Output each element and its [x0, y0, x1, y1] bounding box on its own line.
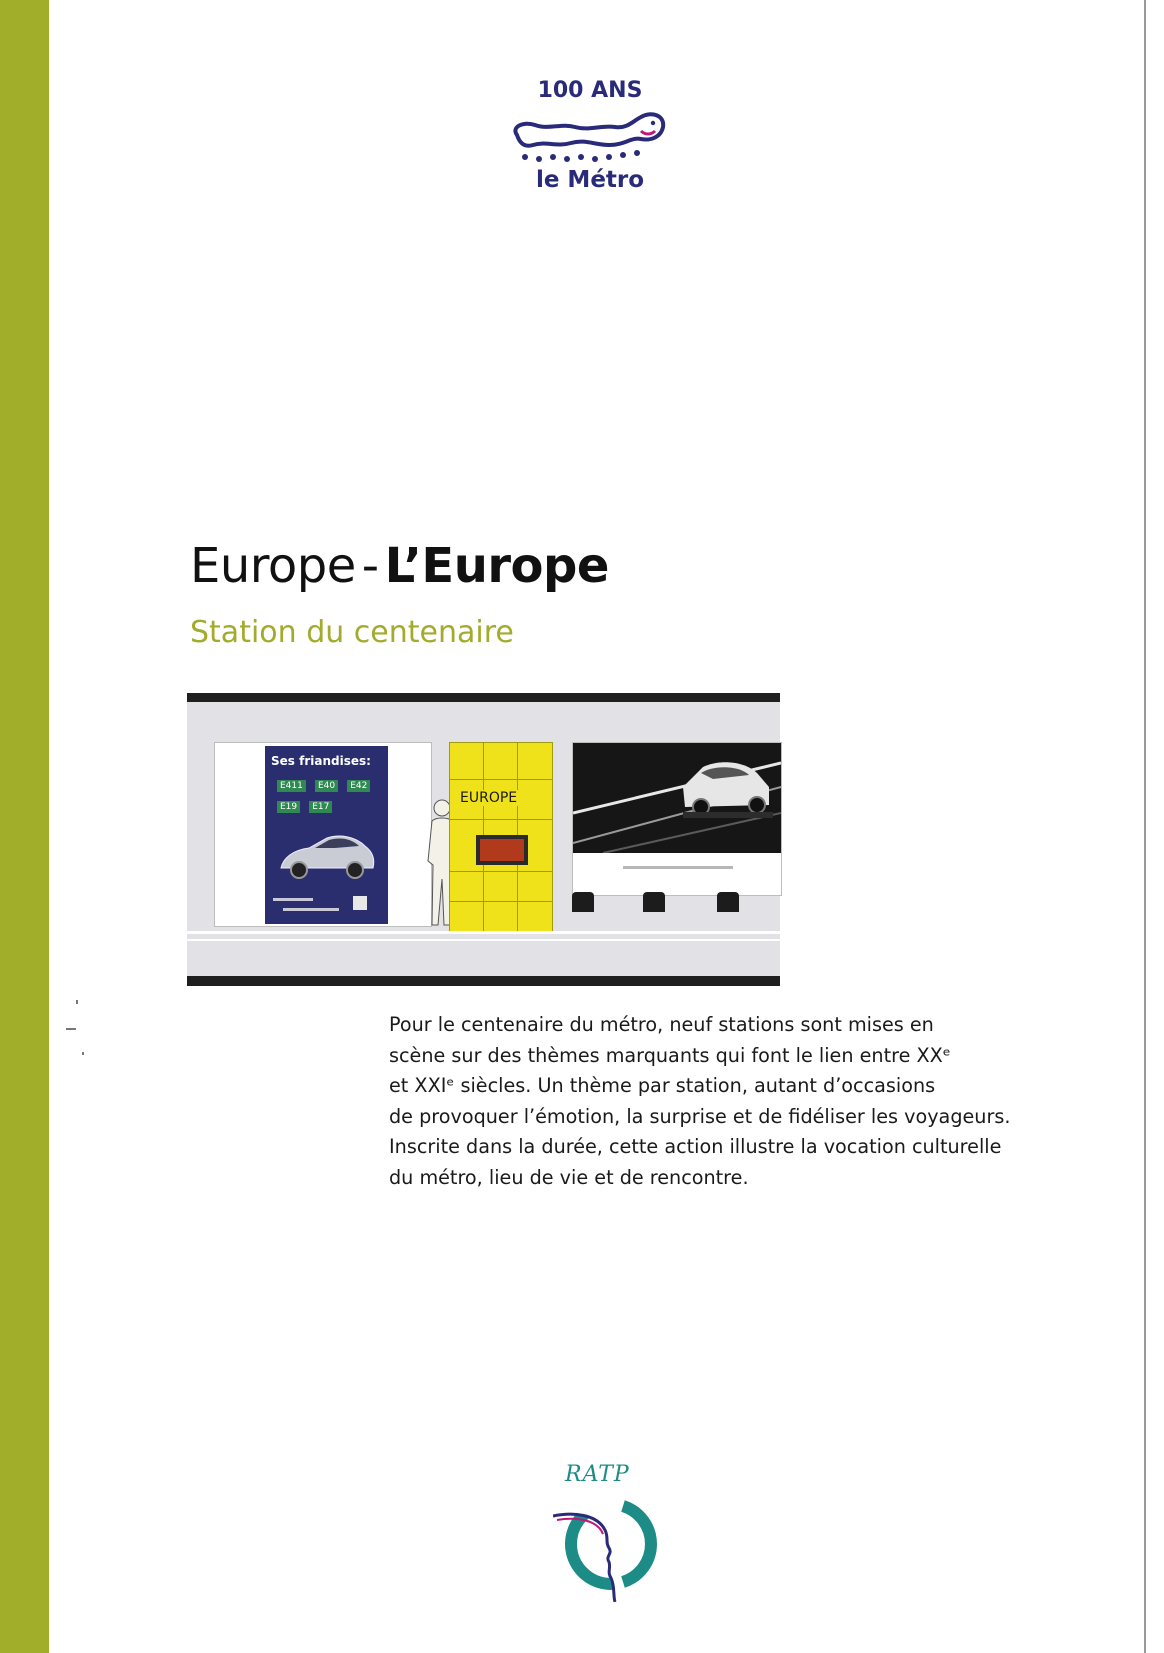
- panel-caption: [623, 866, 733, 869]
- title-separator: -: [361, 538, 379, 594]
- title-part-2: L’Europe: [384, 538, 609, 594]
- car-image: [275, 828, 379, 884]
- centenary-logo: [505, 78, 675, 208]
- bench-leg: [717, 892, 739, 912]
- ratp-profile-icon: [553, 1492, 663, 1602]
- body-line: Pour le centenaire du métro, neuf stations sont mises en: [389, 1013, 934, 1036]
- logo-line-2: le Métro: [535, 167, 645, 193]
- poster-code: E40: [315, 780, 338, 792]
- scan-speck: [76, 1000, 78, 1004]
- station-illustration: [187, 693, 780, 986]
- scan-speck: [82, 1052, 84, 1055]
- logo-line-1: 100 ANS: [537, 78, 643, 103]
- left-ad-panel: [214, 742, 432, 927]
- poster-code: E17: [309, 801, 332, 813]
- poster-code: E42: [347, 780, 370, 792]
- body-line: scène sur des thèmes marquants qui font le lien entre XXᵉ: [389, 1043, 951, 1067]
- station-sign-text: EUROPE: [460, 790, 518, 806]
- floor-bar: [187, 976, 780, 986]
- body-line: et XXIᵉ siècles. Un thème par station, autant d’occasions: [389, 1074, 936, 1097]
- poster-code: E19: [277, 801, 300, 813]
- bench-leg: [572, 892, 594, 912]
- pillar-line: [450, 901, 552, 902]
- body-line: Inscrite dans la durée, cette action illustre la vocation culturelle: [389, 1135, 1002, 1158]
- pillar-screen-image: [480, 839, 524, 861]
- poster-code: E411: [277, 780, 306, 792]
- side-color-strip: [0, 0, 49, 1653]
- title-part-1: Europe: [190, 538, 356, 594]
- scan-speck: [66, 1028, 76, 1030]
- pillar-line: [450, 779, 552, 780]
- platform-edge: [187, 939, 780, 941]
- car-road-photo: [573, 743, 781, 853]
- body-line: du métro, lieu de vie et de rencontre.: [389, 1165, 749, 1189]
- page-edge: [1144, 0, 1164, 1653]
- station-sign-pillar: [449, 742, 553, 934]
- ceiling-bar: [187, 693, 780, 702]
- poster: [265, 746, 388, 924]
- pillar-line: [450, 871, 552, 872]
- page-subtitle: Station du centenaire: [190, 615, 514, 650]
- poster-codes: [275, 773, 385, 815]
- poster-title: Ses friandises:: [271, 754, 371, 768]
- worm-icon: [505, 105, 675, 163]
- pillar-screen: [476, 835, 528, 865]
- ratp-text: RATP: [565, 1462, 630, 1487]
- right-ad-panel: [572, 742, 782, 896]
- ratp-logo: [553, 1462, 663, 1602]
- body-paragraph: [389, 1010, 1069, 1193]
- platform-edge: [187, 931, 780, 934]
- page-title: [190, 538, 609, 594]
- bench-leg: [643, 892, 665, 912]
- pillar-line: [450, 819, 552, 820]
- body-line: de provoquer l’émotion, la surprise et de fidéliser les voyageurs.: [389, 1104, 1011, 1128]
- poster-footer: [273, 896, 383, 916]
